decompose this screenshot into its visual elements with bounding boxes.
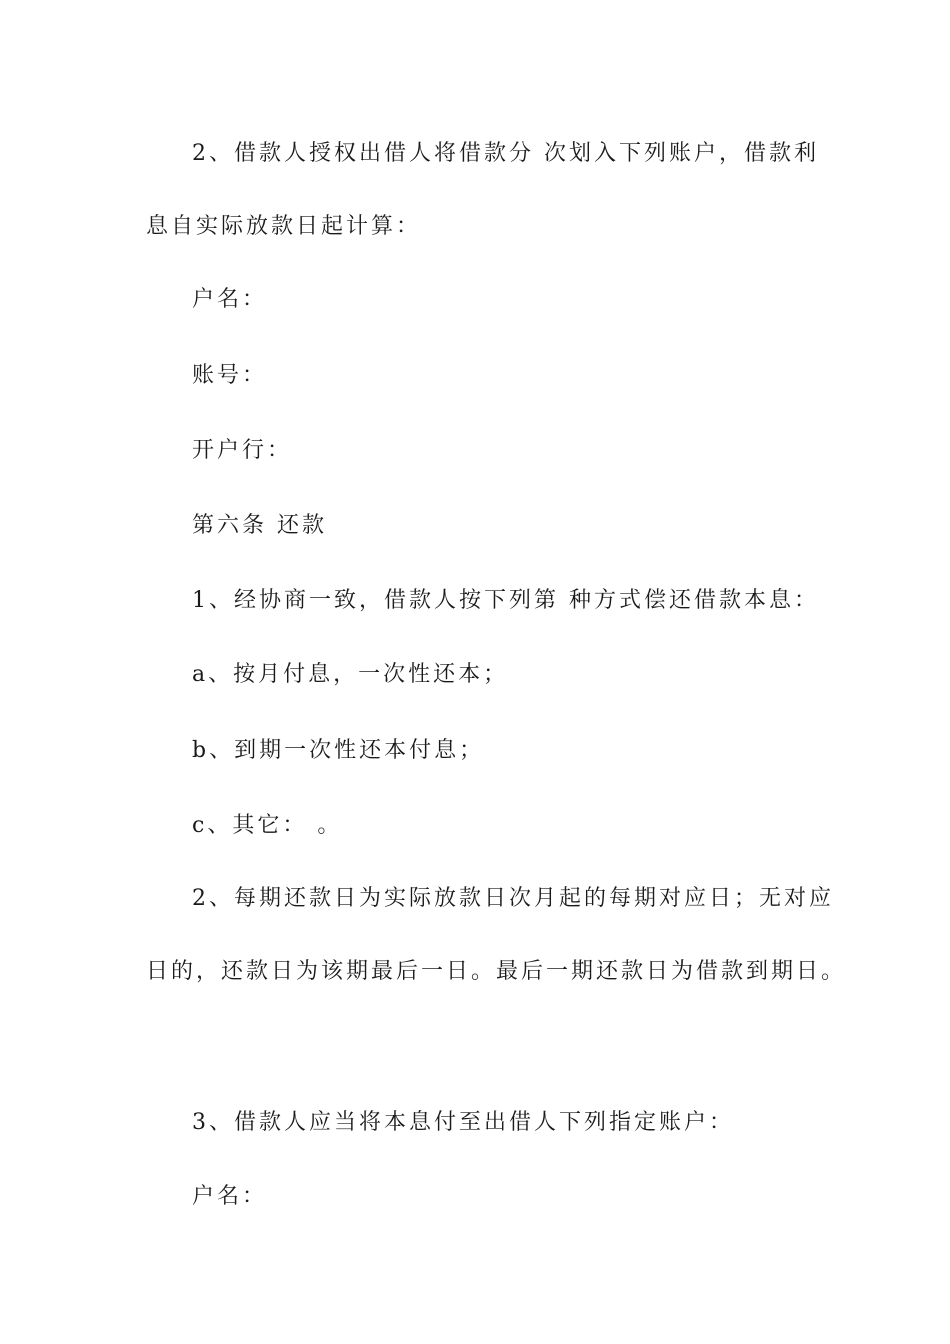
paragraph-2-line-2: 息自实际放款日起计算：	[146, 214, 422, 239]
article-six-heading: 第六条 还款	[192, 513, 327, 538]
repayment-method-clause: 1、经协商一致，借款人按下列第 种方式偿还借款本息：	[192, 588, 819, 613]
account-number-label: 账号：	[192, 363, 268, 388]
account-name-label: 户名：	[192, 287, 268, 312]
payment-account-clause: 3、借款人应当将本息付至出借人下列指定账户：	[192, 1110, 734, 1135]
lender-account-name-label: 户名：	[192, 1184, 268, 1209]
repayment-date-line-2: 日的，还款日为该期最后一日。最后一期还款日为借款到期日。	[146, 959, 847, 984]
repayment-date-line-1: 2、每期还款日为实际放款日次月起的每期对应日；无对应	[192, 886, 834, 911]
bank-label: 开户行：	[192, 438, 293, 463]
paragraph-2-line-1: 2、借款人授权出借人将借款分 次划入下列账户，借款利	[192, 141, 819, 166]
option-b: b、到期一次性还本付息；	[192, 738, 485, 763]
option-a: a、按月付息，一次性还本；	[192, 662, 509, 687]
option-c: c、其它： 。	[192, 813, 343, 838]
